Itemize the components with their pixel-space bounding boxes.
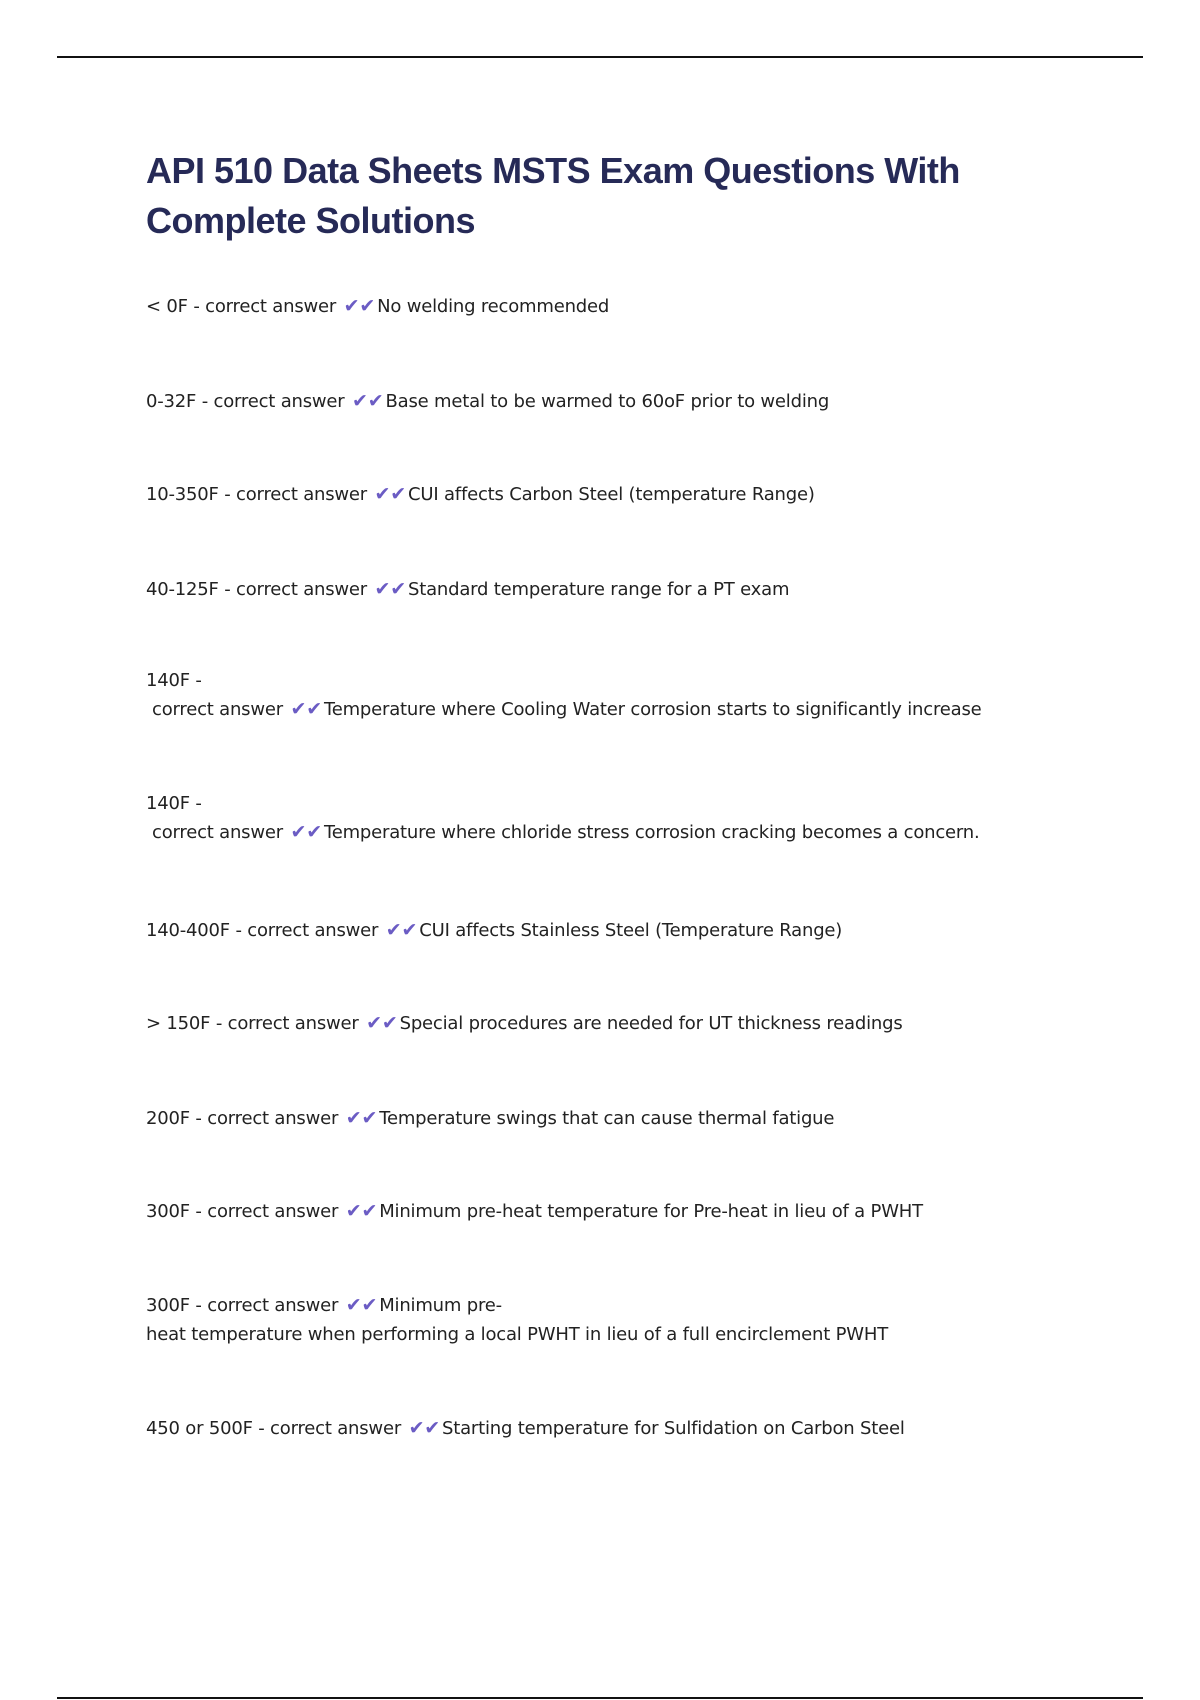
list-item (146, 292, 609, 321)
answer: Standard temperature range for a PT exam (408, 579, 790, 600)
list-item (146, 666, 982, 724)
double-check-icon: ✔✔ (374, 578, 406, 600)
list-item (146, 916, 842, 945)
double-check-icon: ✔✔ (345, 1200, 378, 1222)
double-check-icon: ✔✔ (352, 390, 384, 412)
double-check-icon: ✔✔ (290, 821, 322, 843)
term: 0-32F - correct answer (146, 391, 345, 412)
term: 200F - correct answer (146, 1108, 339, 1129)
answer: Temperature where Cooling Water corrosion starts to significantly increase (323, 699, 982, 720)
term-continued: correct answer (152, 822, 283, 843)
double-check-icon: ✔✔ (408, 1417, 441, 1439)
list-item (146, 387, 829, 416)
double-check-icon: ✔✔ (345, 1107, 378, 1129)
term: > 150F - correct answer (146, 1013, 359, 1034)
answer: CUI affects Carbon Steel (temperature Range) (408, 484, 815, 505)
double-check-icon: ✔✔ (366, 1012, 398, 1034)
answer: Temperature where chloride stress corrosion cracking becomes a concern. (323, 822, 980, 843)
list-item (146, 1009, 903, 1038)
term: 450 or 500F - correct answer (146, 1418, 402, 1439)
page-title: API 510 Data Sheets MSTS Exam Questions With Complete Solutions (146, 150, 960, 241)
answer: Special procedures are needed for UT thickness readings (399, 1013, 903, 1034)
list-item (146, 789, 980, 847)
term: 140F - (146, 670, 202, 691)
term: 140F - (146, 793, 202, 814)
answer: Minimum pre- (379, 1295, 502, 1316)
answer: Temperature swings that can cause thermal fatigue (379, 1108, 835, 1129)
answer: Base metal to be warmed to 60oF prior to welding (385, 391, 830, 412)
answer-continued: heat temperature when performing a local PWHT in lieu of a full encirclement PWHT (146, 1324, 888, 1345)
term: 10-350F - correct answer (146, 484, 368, 505)
term: 40-125F - correct answer (146, 579, 368, 600)
double-check-icon: ✔✔ (290, 698, 322, 720)
term: 300F - correct answer (146, 1201, 339, 1222)
answer: Minimum pre-heat temperature for Pre-heat in lieu of a PWHT (379, 1201, 923, 1222)
answer: CUI affects Stainless Steel (Temperature Range) (419, 920, 843, 941)
double-check-icon: ✔✔ (374, 483, 406, 505)
top-rule (57, 56, 1143, 58)
term: < 0F - correct answer (146, 296, 337, 317)
double-check-icon: ✔✔ (385, 919, 418, 941)
answer: Starting temperature for Sulfidation on Carbon Steel (442, 1418, 905, 1439)
list-item (146, 1414, 905, 1443)
double-check-icon: ✔✔ (345, 1294, 378, 1316)
list-item (146, 1291, 888, 1349)
list-item (146, 1104, 834, 1133)
term: 140-400F - correct answer (146, 920, 379, 941)
bottom-rule (57, 1697, 1143, 1699)
list-item (146, 480, 815, 509)
list-item (146, 1197, 923, 1226)
double-check-icon: ✔✔ (343, 295, 376, 317)
term-continued: correct answer (152, 699, 283, 720)
list-item (146, 575, 789, 604)
term: 300F - correct answer (146, 1295, 339, 1316)
answer: No welding recommended (377, 296, 610, 317)
